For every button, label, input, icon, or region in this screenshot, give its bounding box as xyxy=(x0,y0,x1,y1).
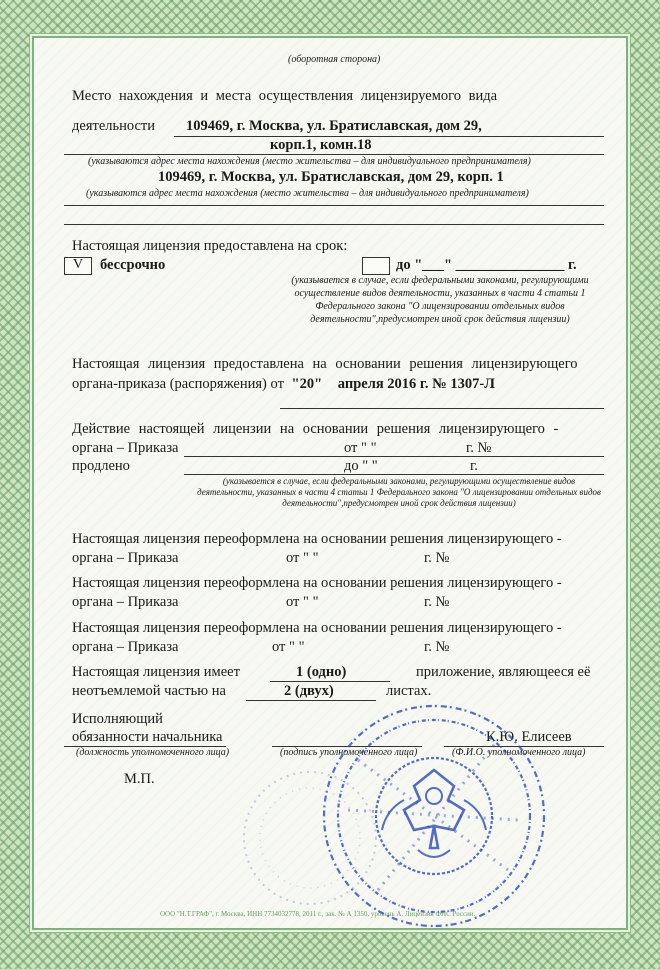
note-signature: (подпись уполномоченного лица) xyxy=(280,747,418,758)
appendix-sheets: 2 (двух) xyxy=(284,683,334,699)
validity-order-from: от " " xyxy=(344,440,377,456)
reissue-order-num: г. № xyxy=(424,550,450,566)
reissue-line-1: Настоящая лицензия переоформлена на основании решения лицензирующего - xyxy=(72,531,562,547)
note-position: (должность уполномоченного лица) xyxy=(76,747,230,758)
faded-stamp-icon xyxy=(230,758,380,918)
appendix-count: 1 (одно) xyxy=(296,664,347,680)
signer-position-1: Исполняющий xyxy=(72,711,163,727)
reverse-side-caption: (оборотная сторона) xyxy=(288,54,381,65)
validity-order-num: г. № xyxy=(466,440,492,456)
reissue-order-from: от " " xyxy=(286,550,319,566)
dated-term-checkbox xyxy=(362,257,390,275)
validity-until: до " " xyxy=(344,458,378,474)
term-until: до "___" _______________ г. xyxy=(396,257,577,273)
check-mark: V xyxy=(73,257,84,272)
indefinite-checkbox xyxy=(64,257,92,275)
validity-until-year: г. xyxy=(470,458,478,474)
basis-order-prefix: органа-приказа (распоряжения) от xyxy=(72,376,284,392)
reissue-order-num: г. № xyxy=(424,639,450,655)
signer-position-2: обязанности начальника xyxy=(72,729,223,745)
reissue-order-label: органа – Приказа xyxy=(72,550,179,566)
basis-date-rest: апреля 2016 г. № 1307-Л xyxy=(337,376,495,392)
reissue-order-num: г. № xyxy=(424,594,450,610)
validity-line-1: Действие настоящей лицензии на основании решения лицензирующего - xyxy=(72,421,559,437)
signer-name: К.Ю. Елисеев xyxy=(486,729,572,745)
term-heading: Настоящая лицензия предоставлена на срок: xyxy=(72,238,348,254)
reissue-line-1: Настоящая лицензия переоформлена на основании решения лицензирующего - xyxy=(72,575,562,591)
license-reverse-page xyxy=(34,38,626,928)
seal-place: М.П. xyxy=(124,771,155,787)
reissue-order-label: органа – Приказа xyxy=(72,594,179,610)
reissue-line-1: Настоящая лицензия переоформлена на основании решения лицензирующего - xyxy=(72,620,562,636)
basis-date-day: "20" xyxy=(291,376,323,392)
appendix-prefix: Настоящая лицензия имеет xyxy=(72,664,240,680)
basis-line-2 xyxy=(72,376,495,393)
address-line-1b: корп.1, комн.18 xyxy=(270,137,372,153)
validity-extended-label: продлено xyxy=(72,458,130,474)
appendix-sheets-suffix: листах. xyxy=(386,683,432,699)
location-heading: Место нахождения и места осуществления лицензируемого вида xyxy=(72,88,498,104)
basis-line-1: Настоящая лицензия предоставлена на основании решения лицензирующего xyxy=(72,356,578,372)
address-line-1a: 109469, г. Москва, ул. Братиславская, дом 29, xyxy=(186,118,482,134)
reissue-order-from: от " " xyxy=(272,639,305,655)
address-note-1: (указываются адрес места нахождения (место жительства – для индивидуального предпринимателя) xyxy=(88,156,531,167)
appendix-suffix: приложение, являющееся её xyxy=(416,664,591,680)
address-note-2: (указываются адрес места нахождения (место жительства – для индивидуального предпринимателя) xyxy=(86,188,529,199)
reissue-order-label: органа – Приказа xyxy=(72,639,179,655)
term-note: (указывается в случае, если федеральными законами, регулирующими осуществление видов деятельности, указанных в части 4 статьи 1 Федерального закона "О лицензировании отдельных видов деятельности",предусмотрен иной срок действия лицензии) xyxy=(291,275,589,325)
validity-note: (указывается в случае, если федеральными законами, регулирующими осуществление видов деятельности, указанных в части 4 статьи 1 Федерального закона "О лицензировании отдельных видов деятельности",предусмотрен иной срок действия лицензии) xyxy=(197,476,601,508)
location-label: деятельности xyxy=(72,118,156,134)
validity-order-label: органа – Приказа xyxy=(72,440,179,456)
term-indefinite: бессрочно xyxy=(100,257,166,273)
note-name: (Ф.И.О. уполномоченного лица) xyxy=(452,747,586,758)
address-line-2: 109469, г. Москва, ул. Братиславская, дом 29, корп. 1 xyxy=(158,169,504,185)
printer-imprint: ООО "Н.Т.ГРАФ", г. Москва, ИНН 7734032778, 2011 г., зак. № А 1350, уровень А. Лицензия ФНС России. xyxy=(160,910,476,918)
reissue-order-from: от " " xyxy=(286,594,319,610)
appendix-sheets-prefix: неотъемлемой частью на xyxy=(72,683,226,699)
